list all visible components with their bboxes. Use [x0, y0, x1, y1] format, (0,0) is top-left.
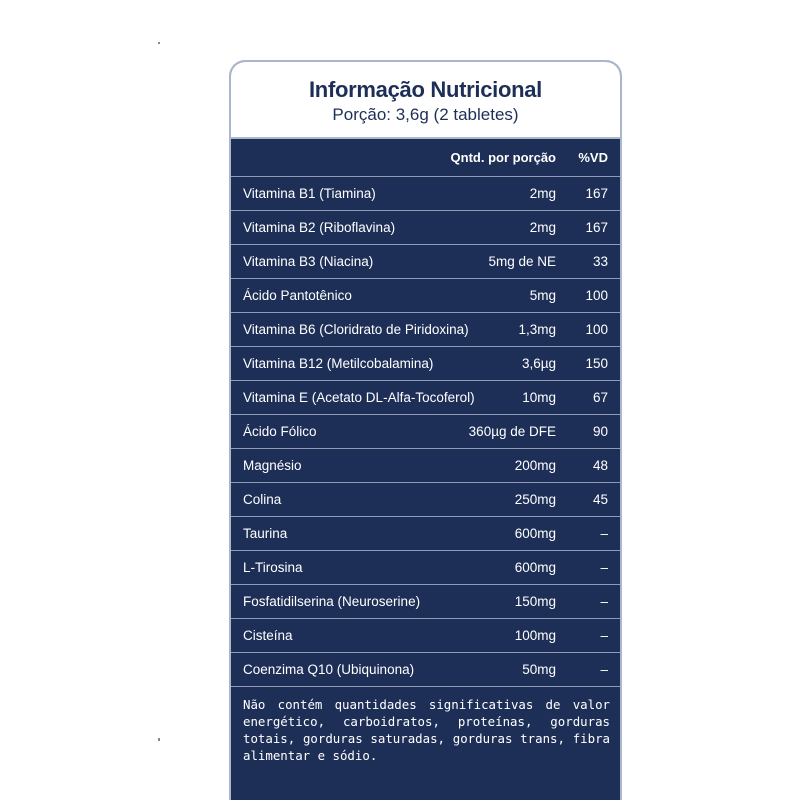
nutrient-dv: 90 — [592, 424, 608, 439]
nutrient-name: Ácido Pantotênico — [243, 288, 352, 303]
nutrient-dv: – — [600, 560, 608, 575]
table-row — [231, 449, 620, 483]
nutrient-quantity: 2mg — [529, 220, 556, 235]
nutrient-name: Ácido Fólico — [243, 424, 317, 439]
nutrient-name: Fosfatidilserina (Neuroserine) — [243, 594, 421, 609]
nutrient-quantity: 1,3mg — [518, 322, 556, 337]
stray-mark-top — [158, 42, 160, 44]
table-row — [231, 313, 620, 347]
nutrient-dv: – — [600, 526, 608, 541]
nutrient-name: Taurina — [243, 526, 288, 541]
nutrient-quantity: 250mg — [514, 492, 556, 507]
table-row — [231, 551, 620, 585]
nutrient-name: Vitamina B6 (Cloridrato de Piridoxina) — [243, 322, 469, 337]
nutrient-quantity: 100mg — [514, 628, 556, 643]
nutrient-quantity: 50mg — [522, 662, 556, 677]
nutrient-quantity: 200mg — [514, 458, 556, 473]
stray-mark-bottom — [158, 738, 160, 741]
footnote: Não contém quantidades significativas de valor energético, carboidratos, proteínas, gorduras totais, gorduras saturadas, gorduras trans, fibra alimentar e sódio. — [243, 697, 610, 763]
table-row — [231, 653, 620, 687]
nutrient-dv: 33 — [592, 254, 608, 269]
table-row — [231, 415, 620, 449]
column-header-quantity: Qntd. por porção — [450, 150, 556, 165]
nutrient-quantity: 2mg — [529, 186, 556, 201]
nutrient-dv: 167 — [585, 186, 608, 201]
nutrition-facts-panel — [229, 60, 622, 800]
nutrition-header — [231, 62, 620, 139]
table-row — [231, 177, 620, 211]
table-row — [231, 619, 620, 653]
nutrient-quantity: 5mg de NE — [488, 254, 556, 269]
nutrient-name: Colina — [243, 492, 282, 507]
nutrient-name: Vitamina B1 (Tiamina) — [243, 186, 376, 201]
nutrient-quantity: 600mg — [514, 560, 556, 575]
table-row — [231, 279, 620, 313]
nutrient-quantity: 360µg de DFE — [468, 424, 556, 439]
table-row — [231, 245, 620, 279]
column-header-dv: %VD — [578, 150, 608, 165]
nutrient-rows — [231, 177, 620, 687]
nutrient-name: Vitamina B2 (Riboflavina) — [243, 220, 396, 235]
nutrient-name: Vitamina E (Acetato DL-Alfa-Tocoferol) — [243, 390, 475, 405]
table-row — [231, 517, 620, 551]
nutrient-dv: – — [600, 628, 608, 643]
table-row — [231, 347, 620, 381]
nutrient-dv: 167 — [585, 220, 608, 235]
nutrient-dv: – — [600, 594, 608, 609]
nutrient-name: Vitamina B3 (Niacina) — [243, 254, 374, 269]
table-row — [231, 585, 620, 619]
table-row — [231, 211, 620, 245]
table-row — [231, 483, 620, 517]
nutrition-title: Informação Nutricional — [309, 77, 542, 102]
nutrient-quantity: 3,6µg — [521, 356, 556, 371]
column-header-row — [231, 139, 620, 177]
nutrient-name: L-Tirosina — [243, 560, 303, 575]
nutrient-dv: 45 — [592, 492, 608, 507]
nutrient-name: Cisteína — [243, 628, 293, 643]
nutrient-quantity: 150mg — [514, 594, 556, 609]
nutrient-dv: 100 — [585, 322, 608, 337]
nutrient-name: Magnésio — [243, 458, 302, 473]
nutrient-dv: – — [600, 662, 608, 677]
nutrient-name: Coenzima Q10 (Ubiquinona) — [243, 662, 415, 677]
nutrient-name: Vitamina B12 (Metilcobalamina) — [243, 356, 434, 371]
nutrient-quantity: 600mg — [514, 526, 556, 541]
nutrient-dv: 150 — [585, 356, 608, 371]
nutrient-dv: 48 — [592, 458, 608, 473]
serving-size: Porção: 3,6g (2 tabletes) — [332, 105, 519, 124]
table-row — [231, 381, 620, 415]
nutrient-dv: 100 — [585, 288, 608, 303]
nutrient-quantity: 10mg — [522, 390, 556, 405]
nutrient-quantity: 5mg — [529, 288, 556, 303]
nutrient-dv: 67 — [592, 390, 608, 405]
